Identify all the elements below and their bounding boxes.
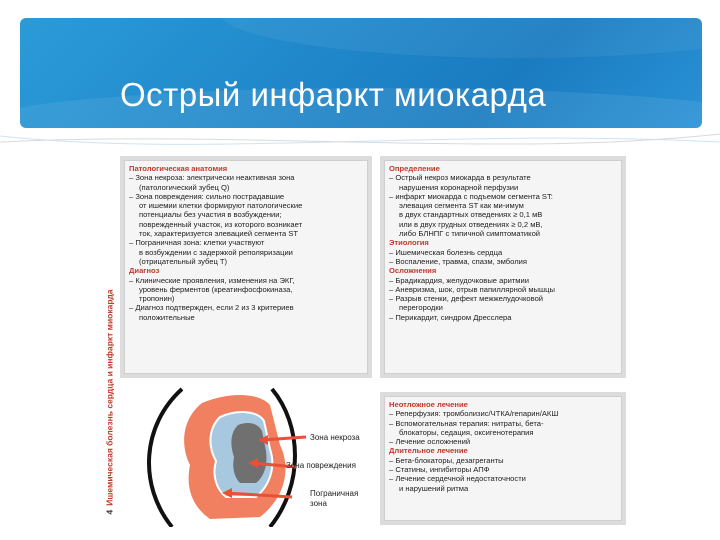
text-line: поврежденный участок, из которого возникает (139, 219, 303, 229)
section-title: Определение (389, 164, 440, 173)
text-line: – Вспомогательная терапия: нитраты, бета- (389, 418, 544, 428)
text-line: тропонин) (139, 294, 175, 304)
text-line: либо БЛНПГ с типичной симптоматикой (399, 229, 541, 239)
definition-etiology-complications-panel (380, 156, 626, 378)
label-injury-zone: Зона повреждения (286, 461, 356, 470)
text-line: – Лечение осложнений (389, 437, 471, 447)
text-line: (отрицательный зубец T) (139, 256, 228, 266)
text-line: уровень ферментов (креатинфосфокиназа, (139, 284, 293, 294)
text-line: – Бета-блокаторы, дезагреганты (389, 455, 504, 465)
section-title: Неотложное лечение (389, 400, 468, 409)
pathology-diagnosis-panel (120, 156, 372, 378)
text-line: – Воспаление, травма, спазм, эмболия (389, 256, 527, 266)
text-line: положительные (139, 312, 195, 322)
text-line: и нарушений ритма (399, 483, 469, 493)
text-line: в возбуждении с задержкой реполяризации (139, 247, 293, 257)
panel-content (384, 396, 622, 521)
text-line: ток, характеризуется элевацией сегмента ST (139, 229, 299, 239)
text-line: – Аневризма, шок, отрыв папиллярной мышцы (389, 284, 555, 294)
text-line: элевация сегмента ST как ми-имум (399, 201, 524, 211)
label-necrosis-zone: Зона некроза (310, 433, 360, 442)
text-line: – Брадикардия, желудочковые аритмии (389, 275, 529, 285)
panel-content (124, 160, 368, 374)
header-wave (220, 18, 702, 58)
label-border-zone-1: Пограничная (310, 489, 359, 498)
text-line: – Диагноз подтвержден, если 2 из 3 критериев (129, 303, 294, 313)
chapter-title: Ишемическая болезнь сердца и инфаркт миокарда (104, 289, 115, 506)
slide-title: Острый инфаркт миокарда (120, 76, 547, 113)
section-title: Этиология (389, 238, 429, 248)
sidebar-caption (105, 160, 115, 515)
text-line: – Пограничная зона: клетки участвуют (129, 238, 265, 248)
text-line: нарушения коронарной перфузии (399, 182, 519, 192)
text-line: – Острый некроз миокарда в результате (389, 173, 531, 183)
text-line: – Статины, ингибиторы АПФ (389, 465, 490, 475)
slide-header (20, 18, 702, 128)
text-line: блокаторы, седация, оксигенотерапия (399, 427, 534, 437)
section-title: Патологическая анатомия (129, 164, 228, 173)
section-title: Диагноз (129, 266, 160, 276)
text-line: или в двух грудных отведениях ≥ 0,2 мВ, (399, 219, 543, 229)
arrow-necrosis (258, 435, 306, 445)
text-line: – Ишемическая болезнь сердца (389, 247, 503, 257)
panel-content (384, 160, 622, 374)
chapter-number: 4 (104, 509, 115, 515)
text-line: – Перикардит, синдром Дресслера (389, 312, 512, 322)
text-line: перегородки (399, 303, 443, 313)
text-line: от ишемии клетки формируют патологические (139, 201, 303, 211)
text-line: – Лечение сердечной недостаточности (389, 474, 526, 484)
text-line: – Зона некроза: электрически неактивная зона (129, 173, 295, 183)
text-line: – Реперфузия: тромболизис/ЧТКА/гепарин/АКШ (389, 409, 559, 419)
heart-wall-diagram (120, 385, 378, 527)
text-line: потенциалы без участия в возбуждении; (139, 210, 282, 220)
necrosis-zone (231, 423, 266, 483)
text-line: – Разрыв стенки, дефект межжелудочковой (389, 294, 544, 304)
text-line: – инфаркт миокарда с подъемом сегмента ST: (389, 191, 553, 201)
label-border-zone-2: зона (310, 499, 327, 508)
infarct-zones-diagram (120, 385, 378, 527)
treatment-panel (380, 392, 626, 525)
text-line: (патологический зубец Q) (139, 182, 230, 192)
inner-wall-arc (149, 389, 182, 527)
section-title: Осложнения (389, 266, 437, 276)
text-line: – Зона повреждения: сильно пострадавшие (129, 191, 285, 201)
text-line: – Клинические проявления, изменения на ЭКГ, (129, 275, 295, 285)
text-line: в двух стандартных отведениях ≥ 0,1 мВ (399, 210, 543, 220)
section-title: Длительное лечение (389, 446, 468, 456)
page-sidebar (100, 152, 120, 527)
